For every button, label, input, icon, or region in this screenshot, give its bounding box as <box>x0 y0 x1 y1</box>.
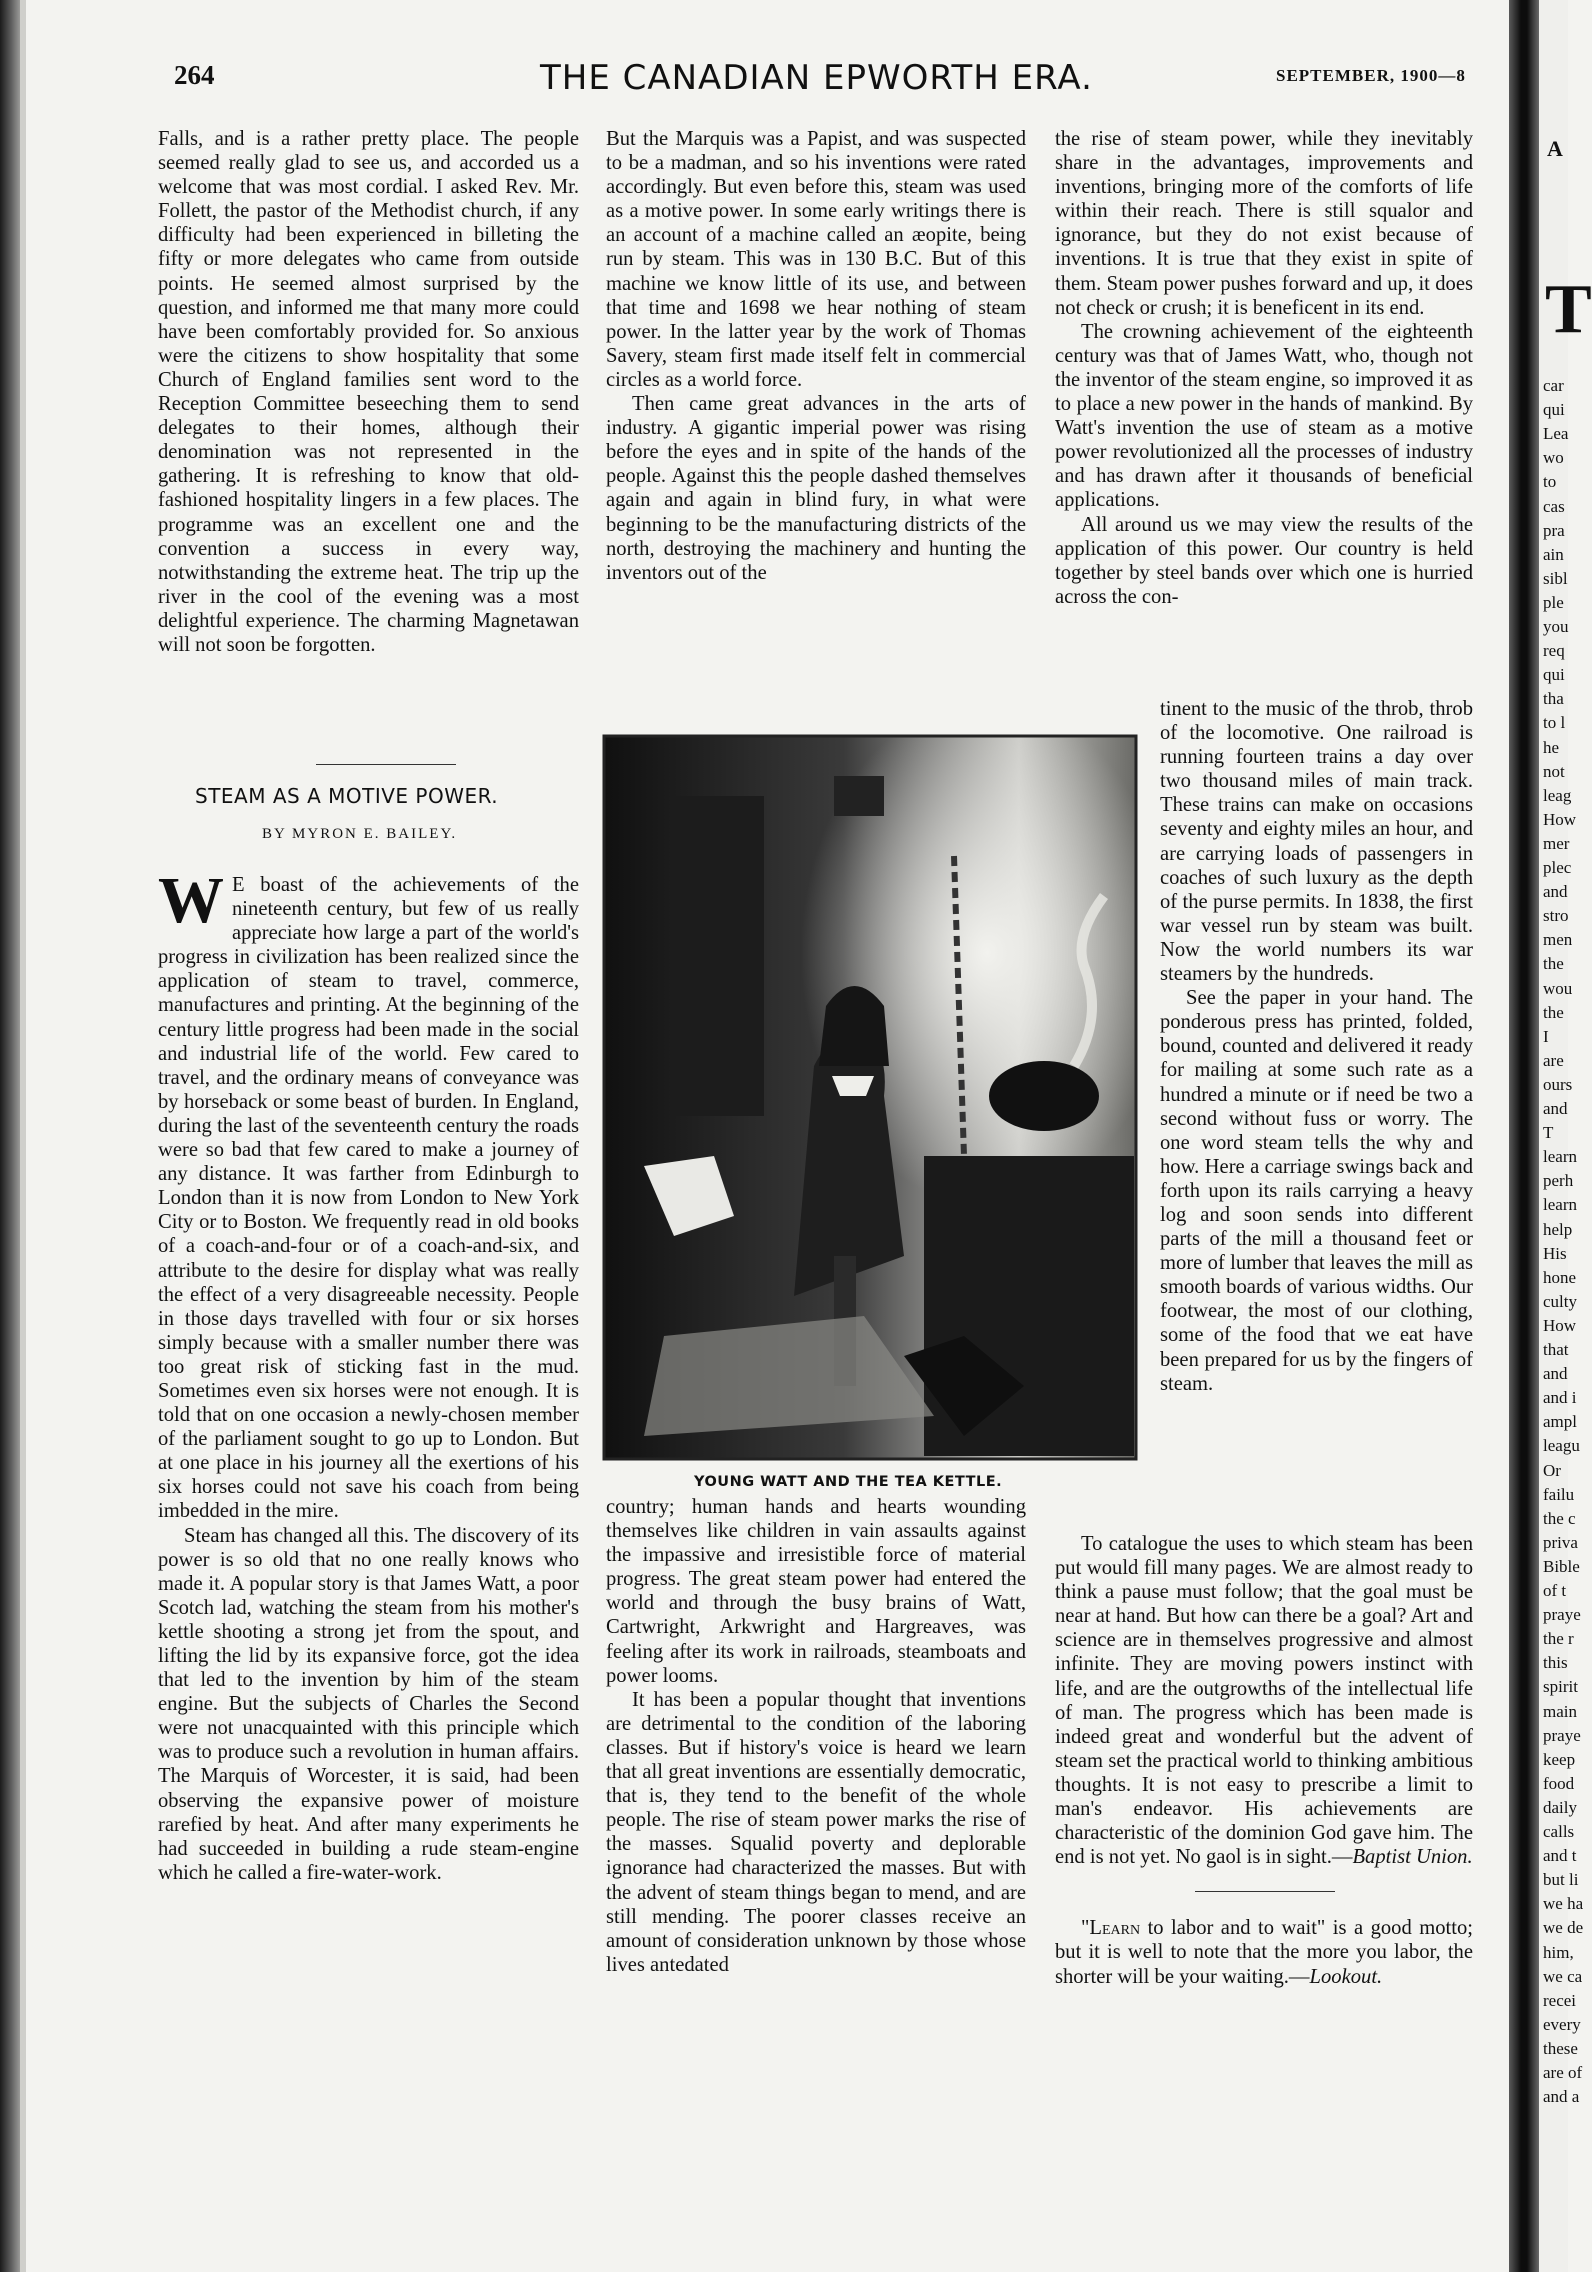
column-2-bottom <box>606 1495 1026 1977</box>
facing-page-line-fragment: leag <box>1543 785 1572 805</box>
journal-title: THE CANADIAN EPWORTH ERA. <box>540 58 1093 98</box>
quote-lead: "Learn <box>1081 1917 1141 1940</box>
paragraph <box>158 864 579 1524</box>
paragraph-text: E boast of the achievements of the nineteenth century, but few of us really appreciate how large a part of the world's progress in civilization has been realized since the application of steam to travel, commerce, manufactures and printing. At the beginning of the century little progress had been made in the social and industrial life of the world. Few cared to travel, and the ordinary means of conveyance was by horseback or some beast of burden. In England, during the last of the seventeenth century the roads were so bad that few cared to make a journey of any distance. It was farther from Edinburgh to London than it is now from London to New York City or to Boston. We frequently read in old books of a coach-and-four or of a coach-and-six, and attribute to the desire for display what was really the effect of a very disagreeable necessity. People in those days travelled with four or six horses simply because with a smaller number there was too great risk of sticking fast in the mud. Sometimes even six horses were not enough. It is told that on one occasion a newly-chosen member of the parliament sought to go up to London. But at one place in his journey all the exertions of his six horses could not save his coach from being imbedded in the mire. <box>158 874 579 1523</box>
facing-page-line-fragment: stro <box>1543 906 1569 926</box>
facing-page-line-fragment: praye <box>1543 1725 1581 1745</box>
facing-page-line-fragment: men <box>1543 930 1573 950</box>
tea-kettle <box>989 1061 1099 1131</box>
facing-page-line-fragment: priva <box>1543 1532 1578 1552</box>
book-binding-edge <box>0 0 20 2272</box>
facing-page-line-fragment: wou <box>1543 978 1573 998</box>
paragraph: Then came great advances in the arts of industry. A gigantic imperial power was rising before the eyes and in spite of the hands of the people. Against this the people dashed themselves again and again in blind fury, in what were beginning to be the manufacturing districts of the north, destroying the machinery and hunting the inventors out of the <box>606 393 1026 584</box>
paragraph: See the paper in your hand. The ponderous press has printed, folded, bound, counted and delivered it ready for mailing at some such rate as a hundred a minute or if need be two a second without fuss or worry. The one word steam tells the why and how. Here a carriage swings back and forth upon its rails carrying a heavy log and soon sends into different parts of the mill a thousand feet or more of lumber that leaves the mill as smooth boards of various widths. Our footwear, the most of our clothing, some of the food that we eat have been prepared for us by the fingers of steam. <box>1160 987 1473 1395</box>
quote-text: to labor and to wait" is a good motto; but it is well to note that the more you labor, the shorter will be your waiting.— <box>1055 1917 1473 1988</box>
paragraph: Steam has changed all this. The discovery of its power is so old that no one really knows who made it. A popular story is that James Watt, a poor Scotch lad, watching the steam from his mother's kettle shooting a strong jet from the spout, and lifting the lid by its expansive force, got the idea that led to the invention by him of the steam engine. But the subjects of Charles the Second were not unacquainted with this principle which was to produce such a revolution in human affairs. The Marquis of Worcester, it is said, had been observing the expansive power of moisture rarefied by heat. And after many experiments he had succeeded in building a rude steam-engine which he called a fire-water-work. <box>158 1524 579 1884</box>
facing-page-line-fragment: and t <box>1543 1846 1577 1866</box>
book-gutter <box>1509 0 1539 2272</box>
paragraph: The crowning achievement of the eighteenth century was that of James Watt, who, though not the inventor of the steam engine, so improved it as to place a new power in the hands of mankind. By Watt's invention the use of steam as a motive power revolutionized all the processes of industry and has drawn after it thousands of beneficial applications. <box>1055 320 1473 512</box>
facing-page-line-fragment: daily <box>1543 1797 1577 1817</box>
facing-page-line-fragment: cas <box>1543 496 1565 516</box>
facing-page-line-fragment: ours <box>1543 1074 1573 1094</box>
motto-quote <box>1055 1916 1473 1988</box>
facing-page-line-fragment: of t <box>1543 1581 1567 1600</box>
facing-page-line-fragment: His <box>1543 1243 1567 1263</box>
door <box>674 796 764 1116</box>
facing-page-line-fragment: How <box>1543 809 1577 829</box>
facing-page-line-fragment: not <box>1543 761 1565 781</box>
facing-page-line-fragment: ain <box>1543 544 1564 564</box>
facing-page-line-fragment: keep <box>1543 1749 1576 1769</box>
paragraph: tinent to the music of the throb, throb of the locomotive. One railroad is running fourteen trains a day over two thousand miles of main track. These trains can make on occasions seventy and eighty miles an hour, and are carrying loads of passengers in coaches of such luxury as the depth of the purse permits. In 1838, the first war vessel run by steam was built. Now the world numbers its war steamers by the hundreds. <box>1160 698 1473 986</box>
facing-page-line-fragment: these <box>1543 2038 1578 2058</box>
young-watt-illustration <box>604 736 1136 1459</box>
paragraph: But the Marquis was a Papist, and was suspected to be a madman, and so his inventions were rated accordingly. But even before this, steam was used as a motive power. In some early writings there is an account of a machine called an æopite, being run by steam. This was in 130 B.C. But of this machine we know little of its use, and between that time and 1698 we hear nothing of steam power. In the latter year by the work of Thomas Savery, steam first made itself felt in commercial circles as a world force. <box>606 128 1026 391</box>
facing-page-line-fragment: learn <box>1543 1195 1577 1215</box>
facing-page-line-fragment: Lea <box>1543 424 1569 444</box>
facing-page-line-fragment: I <box>1543 1026 1549 1046</box>
facing-page-line-fragment: main <box>1543 1701 1577 1721</box>
facing-page-line-fragment: T <box>1543 1123 1554 1143</box>
facing-page-line-fragment: and a <box>1543 2087 1580 2107</box>
facing-page-line-fragment: and <box>1543 1099 1568 1118</box>
paragraph: It has been a popular thought that inventions are detrimental to the condition of the laboring classes. But if history's voice is heard we learn that all great inventions are essentially democratic, that is, they tend to the benefit of the whole people. The rise of steam power marks the rise of the masses. Squalid poverty and deplorable ignorance had characterized the masses. But with the advent of steam things began to mend, and are still mending. The poorer classes receive an amount of consideration unknown by those whose lives antedated <box>606 1688 1026 1976</box>
facing-page-line-fragment: him, <box>1543 1942 1574 1962</box>
facing-page-line-fragment: but li <box>1543 1870 1579 1890</box>
facing-page-line-fragment: are of <box>1543 2063 1583 2082</box>
facing-page-line-fragment: we ca <box>1543 1966 1583 1986</box>
facing-page-line-fragment: and <box>1543 882 1568 902</box>
facing-page-line-fragment: perh <box>1543 1171 1574 1191</box>
facing-page-line-fragment: calls <box>1543 1822 1575 1841</box>
facing-page-line-fragment: tha <box>1543 689 1564 709</box>
column-1-top <box>158 127 579 657</box>
facing-page-line-fragment: help <box>1543 1219 1573 1239</box>
facing-page-line-fragment: the <box>1543 954 1564 974</box>
facing-page-line-fragment: hone <box>1543 1267 1577 1287</box>
facing-page-line-fragment: car <box>1543 376 1564 395</box>
article-title: STEAM AS A MOTIVE POWER. <box>195 784 499 808</box>
facing-page-line-fragment: req <box>1543 641 1565 661</box>
facing-page-line-fragment: to <box>1543 472 1557 492</box>
facing-page-line-fragment: to l <box>1543 713 1566 733</box>
column-3-top <box>1055 127 1473 609</box>
paragraph: Falls, and is a rather pretty place. The people seemed really glad to see us, and accorded us a welcome that was most cordial. I asked Rev. Mr. Follett, the pastor of the Methodist church, if any difficulty had been experienced in billeting the fifty or more delegates who came from outside points. He seemed almost surprised by the question, and informed me that many more could have been comfortably provided for. So anxious were the citizens to show hospitality that some Church of England families sent word to the Reception Committee beseeching them to send delegates to their homes, although their denomination was not represented in the gathering. It is refreshing to know that old-fashioned hospitality lingers in a few places. The programme was an excellent one and the convention a success in every way, notwithstanding the extreme heat. The trip up the river in the cool of the evening was a most delightful experience. The charming Magnetawan will not soon be forgotten. <box>158 128 579 656</box>
facing-page-line-fragment: failu <box>1543 1484 1575 1504</box>
facing-page-line-fragment: ampl <box>1543 1412 1577 1432</box>
column-1-article <box>158 864 579 1885</box>
section-divider <box>1195 1891 1335 1892</box>
facing-page-line-fragment: and <box>1543 1364 1568 1384</box>
page-edge <box>20 0 26 2272</box>
facing-page-line-fragment: culty <box>1543 1291 1577 1311</box>
column-3-bottom <box>1055 1532 1473 1989</box>
shelf-jar <box>834 776 884 816</box>
facing-page-drop-cap: T <box>1545 271 1592 348</box>
facing-page-line-fragment: the r <box>1543 1629 1574 1649</box>
facing-page-line-fragment: leagu <box>1543 1436 1580 1456</box>
facing-page-line-fragment: recei <box>1543 1990 1577 2010</box>
facing-page-line-fragment: spirit <box>1543 1677 1578 1697</box>
facing-page-line-fragment: plec <box>1543 858 1572 877</box>
facing-page-line-fragment: ple <box>1543 592 1564 612</box>
facing-page-line-fragment: food <box>1543 1773 1575 1793</box>
column-3-narrow <box>1160 697 1473 1396</box>
paragraph <box>1055 1532 1473 1869</box>
facing-page-corner-letter: A <box>1547 136 1563 161</box>
quote-source: Lookout. <box>1309 1965 1383 1988</box>
column-2-top <box>606 127 1026 585</box>
facing-page-line-fragment: sibl <box>1543 568 1568 588</box>
facing-page-line-fragment: are <box>1543 1050 1564 1070</box>
paragraph-text: To catalogue the uses to which steam has been put would fill many pages. We are almost ready to think a pause must follow; that the goal must be near at hand. But how can there be a goal? Art and science are in themselves progressive and almost infinite. They are moving powers instinct with life, and are the outgrowths of the intellectual life of man. The progress which has been made is indeed great and wonderful but the advent of steam set the practical world to thinking ambitious thoughts. It is not easy to prescribe a limit to man's endeavor. His achievements are characteristic of the dominion God gave him. The end is not yet. No gaol is in sight.— <box>1055 1533 1473 1869</box>
facing-page-line-fragment: the c <box>1543 1508 1576 1528</box>
page-number: 264 <box>174 60 215 90</box>
facing-page-line-fragment: we ha <box>1543 1894 1584 1914</box>
facing-page-line-fragment: praye <box>1543 1605 1581 1625</box>
section-divider <box>316 764 456 765</box>
facing-page-line-fragment: the <box>1543 1002 1564 1022</box>
facing-page-line-fragment: qui <box>1543 665 1565 685</box>
illustration-caption: YOUNG WATT AND THE TEA KETTLE. <box>694 1474 1003 1490</box>
facing-page-line-fragment: wo <box>1543 448 1564 468</box>
paragraph: country; human hands and hearts wounding themselves like children in vain assaults against the impassive and irresistible force of material progress. The great steam power had entered the world and through the busy brains of Watt, Cartwright, Arkwright and Hargreaves, was feeling after its work in railroads, steamboats and power looms. <box>606 1496 1026 1687</box>
facing-page-line-fragment: mer <box>1543 833 1570 853</box>
facing-page-line-fragment: that <box>1543 1340 1569 1359</box>
facing-page-line-fragment: we de <box>1543 1918 1584 1938</box>
drop-cap: W <box>158 864 224 937</box>
facing-page-line-fragment: he <box>1543 737 1560 757</box>
article-source: Baptist Union. <box>1352 1846 1473 1869</box>
article-byline: BY MYRON E. BAILEY. <box>262 826 458 842</box>
facing-page-line-fragment: learn <box>1543 1147 1577 1167</box>
paragraph: the rise of steam power, while they inevitably share in the advantages, improvements and inventions, bringing more of the comforts of life within their reach. There is still squalor and ignorance, but they do not exist because of inventions. It is true that they exist in spite of them. Steam power pushes forward and up, it does not check or crush; it is beneficent in its end. <box>1055 128 1473 319</box>
facing-page-line-fragment: How <box>1543 1315 1577 1335</box>
paragraph: All around us we may view the results of the application of this power. Our country is held together by steel bands over which one is hurried across the con- <box>1055 513 1473 608</box>
facing-page-line-fragment: you <box>1543 617 1569 636</box>
facing-page-line-fragment: this <box>1543 1653 1568 1673</box>
facing-page-fragment <box>1539 0 1592 2272</box>
facing-page-line-fragment: and i <box>1543 1388 1577 1408</box>
facing-page-line-fragment: every <box>1543 2014 1581 2034</box>
facing-page-line-fragment: Bible <box>1543 1556 1580 1576</box>
facing-page-line-fragment: pra <box>1543 520 1565 540</box>
facing-page-line-fragment: qui <box>1543 400 1565 420</box>
issue-date: SEPTEMBER, 1900—8 <box>1276 66 1466 85</box>
facing-page-line-fragment: Or <box>1543 1460 1561 1480</box>
